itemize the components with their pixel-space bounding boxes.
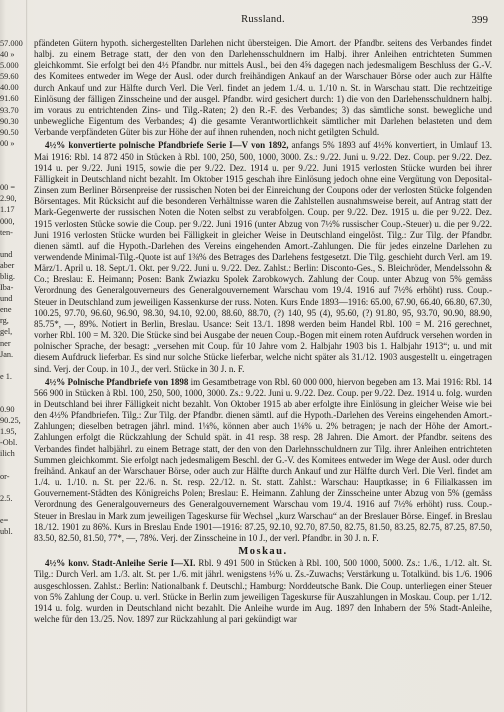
margin-fragment: ilich <box>0 449 15 459</box>
paragraph-pfandbriefe-1892 <box>34 140 492 374</box>
margin-fragment: or- <box>0 471 10 481</box>
paragraph-pfandbriefe-1898 <box>34 377 492 544</box>
margin-fragment: Jan. <box>0 349 14 359</box>
margin-fragment: ner <box>0 338 11 348</box>
margin-fragment <box>0 171 25 182</box>
margin-fragment <box>0 482 25 493</box>
margin-fragment: 57.000 <box>0 39 23 48</box>
running-header <box>34 14 492 28</box>
margin-fragment: gel, <box>0 327 13 337</box>
margin-fragment <box>0 160 25 171</box>
section-title-moskau-anleihe: 4½% konv. Stadt-Anleihe Serie I—XI. <box>45 558 196 569</box>
running-title: Russland. <box>241 14 285 25</box>
page-fold-shadow <box>26 0 28 712</box>
margin-fragment <box>0 393 25 404</box>
margin-fragment <box>0 504 25 515</box>
margin-fragment: 00 = <box>0 183 16 193</box>
margin-fragment: ten- <box>0 227 13 237</box>
margin-fragment: rg, <box>0 316 9 326</box>
margin-fragment: e= <box>0 516 9 526</box>
margin-fragment: und <box>0 249 13 259</box>
margin-fragment: und <box>0 294 13 304</box>
section-text-pfandbriefe-1892: anfangs 5% 1893 auf 4½% konvertiert, in Umlauf 13. Mai 1916: Rbl. 14 872 450 in Stücken à Rbl. 100, 250, 500, 1000, 3000. Zs.: 9./22. Juni u. 9./22. Dez. Coup. per 9./22. Dez. 1914 u. per 9./22. Juni 1915, sowie die per 9./22. Dez. 1914 u. per 9./22. Juni 1915 verlosten Stücke wurden bei ihrer Fälligkeit in Deutschland nicht bezahlt. Im Oktober 1915 geschah ihre Einlösung jedoch ohne eine Vergütung von Deposital-Zinsen zum Berliner Börsenpreise der russischen Noten bei der Einreichung der Coupons oder der verlosten Stücke folgenden Börsentages. Mit Rücksicht auf die besonderen Verhältnisse waren die Zahlstellen ausnahmsweise bereit, auf Antrag statt der Mark-Gegenwerte der russischen Noten die Noten selbst zu verabfolgen. Coup. per 9./22. Dez. 1915 u. die per 9./22. Dez. 1915 verlosten Stücke sowie die Coup. per 9./22. Juni 1916 (unter Abzug von 7½% russischer Coup.-Steuer) u. die per 9./22. Juni 1916 verlosten Stücke wurden bei Fälligkeit in gleicher Weise in Deutschland eingelöst. Tilg.: Zur Tilg. der Pfandbr. dienen sämtl. auf die Hypoth.-Darlehen des Vereins eingehenden Amort.-Zahlungen. Die für jedes einzelne Darlehen zu verwendende Minimal-Tilg.-Quote ist auf 1⅜% des Betrages des Darlehens festgesetzt. Die Tilg. geschieht durch Verl. am 19. März/1. April u. 18. Sept./1. Okt. per 9./22. Juni u. 9./22. Dez. Zahlst.: Berlin: Disconto-Ges., S. Bleichröder, Mendelssohn & Co.; Breslau: E. Heimann; Posen: Bank Zwiazku Spolek Zarobkowych. Zahlung der Coup. unter Abzug von 5% gemäss Verordnung des Generalgouverneurs des Generalgouvernement Warschau vom 19./4. 1916 auf 7½% erhöht) russ. Coup.-Steuer in Deutschland zum jeweiligen Kassenkurse der russ. Noten. Kurs Ende 1893—1916: 65.00, 67.90, 66.40, 66.80, 67.30, 100.25, 97.70, 96.60, 96.90, 98.30, 94.10, 92.00, 88.60, 88.70, (?) 140, 95 (4), 95.60, (?) 91.80, 95, 93.70, 90.90, 88.90, 85.75*, —, 89%. Notiert in Berlin, Breslau. Usance: Seit 13./1. 1898 werden beim Handel Rbl. 100 = M. 216 gerechnet, vorher Rbl. 100 = M. 320. Die Stücke sind bei Ausgabe der neuen Coup.-Bogen mit einem roten Aufdruck versehen worden in polnischer Sprache, der besagt: „versehen mit Coup. für 10 Jahre vom 2. Halbjahr 1903 bis 1. Halbjahr 1913“; u. und mit diesem Aufdruck lieferbar. Es sind nur solche Stücke lieferbar, welche nicht später als 31./12. 1903 ausgestellt u. eingetragen sind. Verj. der Coup. in 10 J., der verl. Stücke in 30 J. n. F. <box>34 140 492 374</box>
margin-fragment: 000, <box>0 216 15 226</box>
city-heading-moskau: Moskau. <box>238 546 288 558</box>
margin-fragment <box>0 149 25 160</box>
margin-fragment: -Obl. <box>0 438 18 448</box>
margin-fragment <box>0 460 25 471</box>
section-title-pfandbriefe-1898: 4½% Polnische Pfandbriefe von 1898 <box>45 376 189 387</box>
section-text-pfandbriefe-1898: im Gesamtbetrage von Rbl. 60 000 000, hiervon begeben am 13. Mai 1916: Rbl. 14 566 900 in Stücken à Rbl. 100, 250, 500, 1000, 3000. Zs.: 9./22. Juni u. 9./22. Dez. Coup. per 9./22. Dez. 1914 u. folg. wurden in Deutschland bei ihrer Fälligkeit nicht bezahlt. Von Oktober 1915 ab aber erfolgte ihre Einlösung in gleicher Weise wie bei den 4½% Pfandbriefen. Tilg.: Zur Tilg. der Pfandbr. dienen sämtl. auf die Hypoth.-Darlehen des Vereins eingehenden Amort.-Zahlungen; dieselben betragen jährl. mind. 1⅛%, können aber auch 1⅛% u. 2% betragen; je nach der Höhe der Amort.-Zahlungen erfolgt die Rückzahlung der Schuld spät. in 41 resp. 38 resp. 28 Jahren. Die Amort. der Pfandbr. seitens des Verbandes findet halbjährl. zu einem Betrage statt, der den von den Darlehnsschuldnern zur Tilg. ihrer Anleihen entrichteten Summen gleichkommt. Sie erfolgt nach jedesmaligem Beschl. der G.-V. des Komitees entweder im Wege der Ausl. oder durch freihänd. Ankauf an der Warschauer Börse, oder auch zur Hälfte durch Ankauf und zur Hälfte durch Verl. Die Verl. findet am 1./4. u. 1./10. n. St. per 22./6. n. St. resp. 22./12. n. St. statt. Zahlst.: Warschau: Hauptkasse; in 6 Filialkassen im Gouvernement-Städten des Königreichs Polen; Breslau: E. Heimann. Zahlung der Zinsscheine unter Abzug von 5% (gemäss Verordnung des Generalgouverneurs des Generalgouvernement Warschau vom 19./4. 1916 auf 7½% erhöht) russ. Coup.-Steuer in Breslau in Mark zum jeweiligen Tageskurse für Wechsel „kurz Warschau“ an der Breslauer Börse. Eingef. in Breslau 18./12. 1901 zu 86%. Kurs in Breslau Ende 1901—1916: 87.25, 92.10, 92.70, 87.50, 82.75, 81.50, 83.25, 82.75, 87.25, 87.50, 83.50, 82.50, 81.50, 77*, —, 78%. Verj. der Zinsscheine in 10 J., der verl. Pfandbr. in 30 J. n. F. <box>34 376 493 543</box>
section-title-pfandbriefe-1892: 4½% konvertierte polnische Pfandbriefe Serie I—V von 1892, <box>45 140 289 151</box>
paragraph-pfandbrief-intro: pfändeten Gütern hypoth. sichergestellten Darlehen nicht übersteigen. Die Amort. der Pfandbr. seitens des Verbandes findet halbj. zu einem Betrage statt, der den von den Darlehensschuldnern im Halbj. ihrer Anleihen entrichteten Summen gleichkommt. Sie erfolgt bei den 4½ Pfandbr. nur mittels Ausl., bei den 4⅝ dagegen nach jedesmaligem Beschluss der G.-V. des Komitees entweder im Wege der Ausl. oder durch freihändigen Ankauf an der Warschauer Börse oder auch zur Hälfte durch Ankauf und zur Hälfte durch Verl. Die Verl. findet an jedem 1./4. u. 1./10 n. St. in Warschau statt. Die rechtzeitige Einlösung der fälligen Zinsscheine und der ausgel. Pfandbr. wird gesichert durch: 1) die von den Darlehensschuldnern halbj. im voraus zu entrichtenden Zins- und Tilg.-Raten; 2) den R.-F. des Verbandes; 3) das sämtliche sonst. bewegliche und unbewegliche Eigentum des Verbandes; 4) die gesamte Verantwortlichkeit sämtlicher mit Darlehen belasteten und dem Verbande verpfändeten Güter bis zur Höhe der auf ihnen ruhenden, noch nicht getilgten Schuld. <box>34 38 492 138</box>
margin-fragment: 91.60 <box>0 94 19 104</box>
margin-fragment: ene <box>0 305 12 315</box>
margin-fragment: aber <box>0 260 15 270</box>
margin-fragment: 40 » <box>0 50 15 60</box>
margin-fragment <box>0 382 25 393</box>
margin-fragment: Iba- <box>0 283 14 293</box>
margin-fragment: 90.50 <box>0 127 19 137</box>
margin-fragment: 0.90 <box>0 405 15 415</box>
margin-fragment: ubl. <box>0 527 13 537</box>
section-text-moskau-anleihe: Rbl. 9 491 500 in Stücken à Rbl. 100, 500 1000, 5000. Zs.: 1./6., 1./12. alt. St. Tilg.: Durch Verl. am 1./3. alt. St. per 1./6. mit jährl. wenigstens ½% u. Zs.-Zuwachs; Verstärkung u. Totalkünd. bis 1./6. 1906 ausgeschlossen. Zahlst.: Berlin: Nationalbank f. Deutschl.; Hamburg: Norddeutsche Bank. Die Coup. unterliegen einer Steuer von 5% Zahlung der Coup. u. verl. Stücke in Berlin zum jeweiligen Tageskurse für Auszahlungen in Moskau. Coup. per 1./12. 1914 u. folg. wurden in Deutschland nicht bezahlt. Die Anleihe wurde im Aug. 1897 den Inhabern der 5% Stadt-Anleihe, welche für den 13./25. Nov. 1897 zur Rückzahlung al pari gekündigt war <box>34 558 493 624</box>
margin-fragment: 1.17 <box>0 205 15 215</box>
margin-fragment <box>0 360 25 371</box>
margin-fragment: 90.25, <box>0 416 21 426</box>
margin-fragment: 1.95, <box>0 427 17 437</box>
margin-fragment: 90.30 <box>0 116 19 126</box>
margin-fragment: blig. <box>0 271 15 281</box>
margin-fragment <box>0 238 25 249</box>
margin-fragment: 40.00 <box>0 83 19 93</box>
margin-fragment: 59.60 <box>0 72 19 82</box>
margin-fragment: e 1. <box>0 371 12 381</box>
margin-fragment: 5.000 <box>0 61 19 71</box>
paragraph-moskau-stadt-anleihe <box>34 558 492 625</box>
page-body <box>34 38 492 625</box>
page-number: 399 <box>471 14 488 26</box>
margin-fragment: 2.90, <box>0 194 17 204</box>
adjacent-page-margin-fragment <box>0 38 25 537</box>
margin-fragment: 2.5. <box>0 493 13 503</box>
margin-fragment: 00 » <box>0 138 15 148</box>
margin-fragment: 93.70 <box>0 105 19 115</box>
